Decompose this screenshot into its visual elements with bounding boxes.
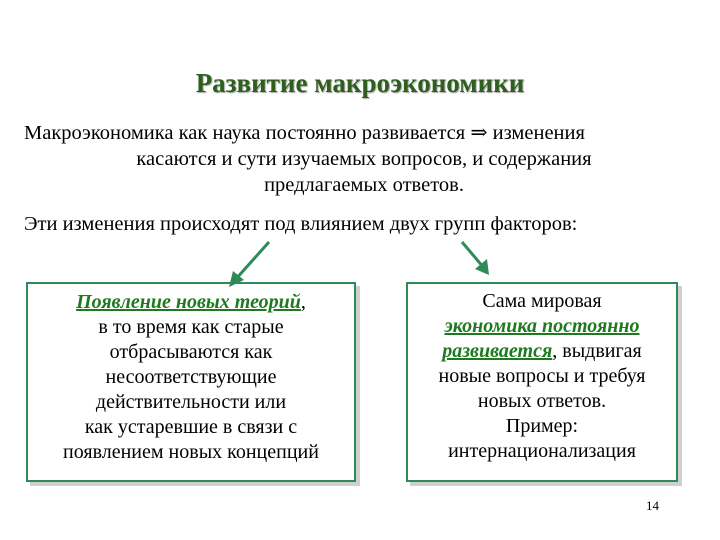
right-box-line: Сама мировая (482, 290, 602, 312)
factors-sentence: Эти изменения происходят под влиянием двух групп факторов: (24, 213, 578, 235)
left-box-line: как устаревшие в связи с (84, 416, 298, 438)
right-box-line: новые вопросы и требуя (438, 365, 646, 387)
left-box-line: несоответствующие (105, 366, 277, 388)
left-box-first-line: Появление новых теорий, (76, 291, 306, 313)
right-box-highlight-line: развивается, выдвигая (442, 340, 642, 362)
intro-line-3: предлагаемых ответов. (264, 174, 464, 196)
page-number: 14 (646, 498, 659, 513)
left-box-line: действительности или (95, 391, 287, 413)
slide-title: Развитие макроэкономики (195, 68, 525, 98)
develops-highlight: развивается (442, 340, 553, 362)
intro-paragraph (24, 120, 704, 198)
right-box-highlight-line (408, 314, 676, 339)
right-box-line: новых ответов. (477, 390, 607, 412)
right-box-line: интернационализация (448, 440, 636, 462)
arrow-right-icon (456, 238, 496, 278)
intro-line-2: касаются и сути изучаемых вопросов, и содержания (136, 148, 592, 170)
economy-highlight: экономика постоянно (444, 315, 640, 337)
right-box-line: Пример: (505, 415, 579, 437)
new-theories-highlight: Появление новых теорий (76, 291, 301, 313)
intro-line-1: Макроэкономика как наука постоянно развивается ⇒ изменения (24, 122, 585, 144)
factor-box-economy (406, 282, 678, 482)
left-box-line: в то время как старые (98, 316, 284, 338)
factor-box-theories (26, 282, 356, 482)
left-box-line: отбрасываются как (109, 341, 273, 363)
left-box-line: появлением новых концепций (63, 441, 319, 463)
